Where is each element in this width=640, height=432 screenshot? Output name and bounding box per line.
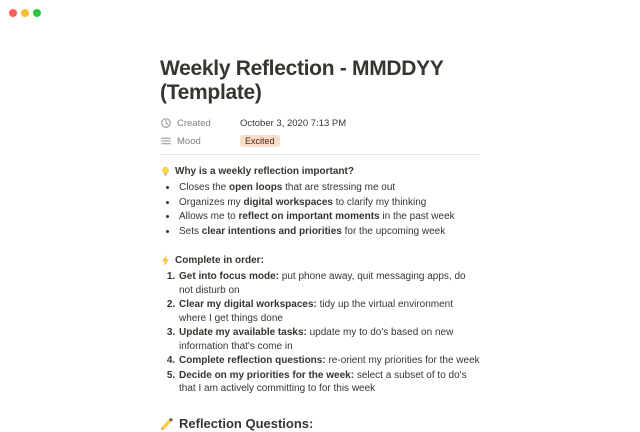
page-title[interactable]: Weekly Reflection - MMDDYY (Template) — [160, 57, 444, 104]
plain-text: Sets — [179, 225, 202, 237]
plain-text: put phone away, quit messaging apps, do not disturb on — [179, 271, 466, 296]
mood-tag[interactable]: Excited — [240, 135, 280, 147]
content-section — [160, 254, 480, 396]
section-heading[interactable] — [160, 165, 480, 178]
list-item[interactable] — [178, 196, 480, 210]
plain-text: tidy up the virtual environment where I get things done — [179, 299, 454, 324]
list-item[interactable] — [178, 369, 480, 396]
plain-text: select a subset of to do's that I am actively committing to for this week — [179, 369, 467, 394]
window-controls — [9, 9, 41, 17]
list-item[interactable] — [178, 298, 480, 325]
close-button[interactable] — [9, 9, 17, 17]
zap-emoji — [160, 255, 171, 266]
heading-text: Reflection Questions: — [179, 415, 314, 431]
list-item[interactable] — [178, 270, 480, 297]
plain-text: Closes the — [179, 182, 230, 193]
bold-text: open loops — [229, 182, 283, 193]
plain-text: Organizes my — [179, 196, 244, 208]
bold-text: Clear my digital workspaces: — [179, 299, 317, 310]
bold-text: clear intentions and priorities — [201, 225, 342, 237]
properties-panel — [160, 114, 480, 150]
created-date-value[interactable]: October 3, 2020 7:13 PM — [240, 117, 347, 129]
page-body — [160, 0, 480, 432]
bold-text: Decide on my priorities for the week: — [179, 369, 355, 381]
bold-text: Update my available tasks: — [179, 327, 307, 338]
section-heading-text: Why is a weekly reflection important? — [175, 166, 354, 177]
property-row-created[interactable] — [160, 114, 480, 132]
bold-text: reflect on important moments — [238, 211, 380, 222]
section-heading[interactable] — [160, 254, 480, 267]
plain-text: Allows me to — [179, 211, 239, 222]
property-label: Mood — [177, 135, 201, 147]
properties-divider — [160, 154, 480, 155]
section-heading-text: Complete in order: — [175, 255, 264, 266]
list-item[interactable] — [178, 181, 480, 195]
list-icon — [160, 135, 172, 147]
plain-text: to clarify my thinking — [332, 196, 427, 208]
bold-text: Get into focus mode: — [179, 271, 279, 282]
plain-text: that are stressing me out — [282, 182, 396, 193]
plain-text: for the upcoming week — [341, 225, 446, 237]
list-item[interactable] — [178, 210, 480, 224]
content-section — [160, 165, 480, 238]
property-label: Created — [177, 117, 211, 129]
plain-text: update my to do's based on new information that's come in — [179, 327, 454, 352]
page-content — [160, 165, 480, 396]
plain-text: re-orient my priorities for the week — [325, 355, 480, 366]
minimize-button[interactable] — [21, 9, 29, 17]
property-key — [160, 135, 240, 147]
list-item[interactable] — [178, 225, 480, 239]
writing-hand-emoji — [160, 416, 174, 430]
clock-icon — [160, 117, 172, 129]
zoom-button[interactable] — [33, 9, 41, 17]
bulb-emoji — [160, 166, 171, 177]
property-row-mood[interactable] — [160, 132, 480, 150]
property-key — [160, 117, 240, 129]
list-item[interactable] — [178, 326, 480, 353]
bold-text: digital workspaces — [243, 196, 333, 208]
list-item[interactable] — [178, 354, 480, 368]
bullet-list — [160, 181, 480, 238]
plain-text: in the past week — [379, 211, 455, 222]
reflection-questions-heading[interactable] — [160, 415, 480, 432]
bold-text: Complete reflection questions: — [179, 355, 326, 366]
numbered-list — [160, 270, 480, 396]
